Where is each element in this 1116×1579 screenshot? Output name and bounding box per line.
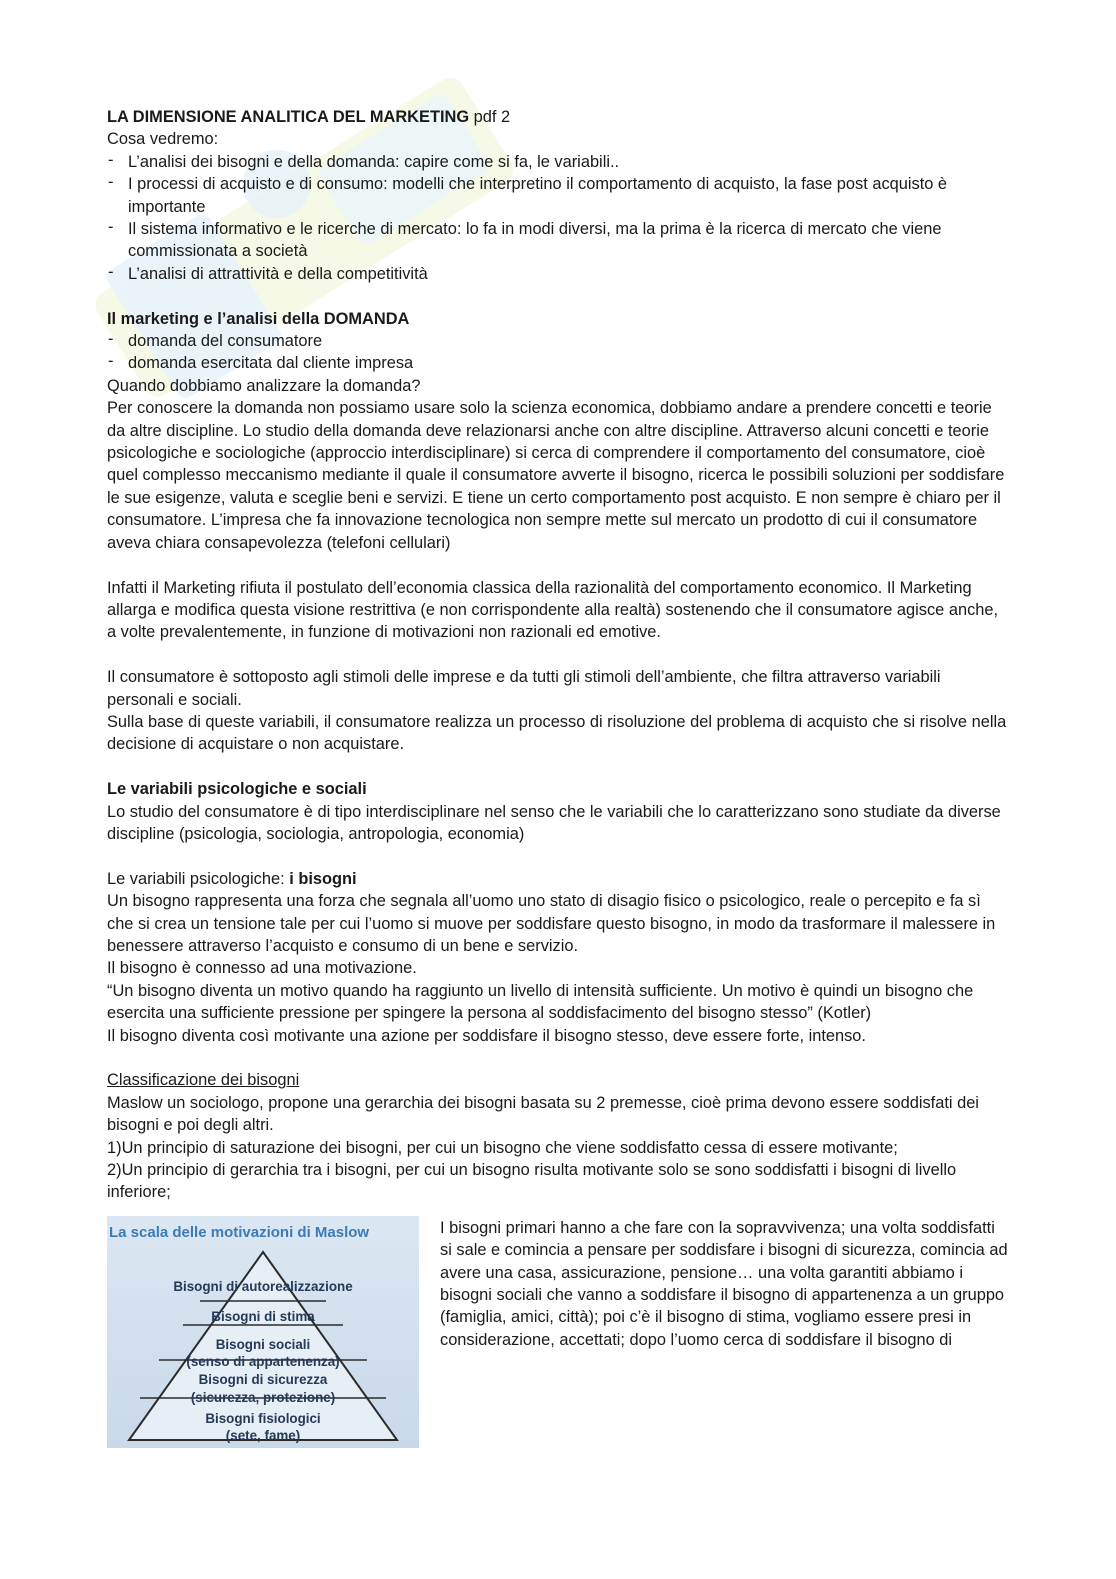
paragraph: Il bisogno è connesso ad una motivazione. xyxy=(107,959,417,978)
paragraph: Il bisogno diventa così motivante una azione per soddisfare il bisogno stesso, deve essere forte, intenso. xyxy=(107,1026,866,1045)
figure-row xyxy=(107,1216,1007,1456)
pyramid-level: (sete, fame) xyxy=(225,1427,301,1443)
section-heading-domanda: Il marketing e l’analisi della DOMANDA xyxy=(107,309,410,328)
section-heading-bisogni: Le variabili psicologiche: i bisogni xyxy=(107,869,357,888)
paragraph: 1)Un principio di saturazione dei bisogni, per cui un bisogno che viene soddisfatto cessa di essere motivante; xyxy=(107,1138,898,1157)
maslow-pyramid-image xyxy=(107,1216,419,1448)
paragraph: Lo studio del consumatore è di tipo interdisciplinare nel senso che le variabili che lo caratterizzano sono studiate da diverse discipline (psicologia, sociologia, antropologia, economia) xyxy=(107,802,1001,843)
list-item: - Il sistema informativo e le ricerche di mercato: lo fa in modi diversi, ma la prima è la ricerca di mercato che viene commissionata a società xyxy=(107,218,1007,263)
list-item: - domanda esercitata dal cliente impresa xyxy=(107,352,1007,374)
paragraph: 2)Un principio di gerarchia tra i bisogni, per cui un bisogno risulta motivante solo se sono soddisfatti i bisogni di livello inferiore; xyxy=(107,1161,957,1202)
pyramid-level: Bisogni sociali xyxy=(215,1336,311,1352)
pyramid-level: (sicurezza, protezione) xyxy=(190,1389,336,1405)
paragraph: Il consumatore è sottoposto agli stimoli delle imprese e da tutti gli stimoli dell’ambiente, che filtra attraverso variabili personali e sociali. xyxy=(107,668,941,709)
quote: “Un bisogno diventa un motivo quando ha raggiunto un livello di intensità sufficiente. Un motivo è quindi un bisogno che esercita una sufficiente pressione per spingere la persona al soddisfacimento del bisogno stesso” (Kotler) xyxy=(107,981,974,1023)
domanda-list xyxy=(107,330,1007,375)
document-page xyxy=(107,106,1007,1456)
paragraph: Maslow un sociologo, propone una gerarchia dei bisogni basata su 2 premesse, cioè prima devono essere soddisfati dei bisogni e poi degli altri. xyxy=(107,1093,979,1135)
pyramid-level: Bisogni di sicurezza xyxy=(198,1371,328,1387)
list-item: - domanda del consumatore xyxy=(107,330,1007,352)
list-item: - L’analisi di attrattività e della competitività xyxy=(107,263,1007,285)
paragraph: Sulla base di queste variabili, il consumatore realizza un processo di risoluzione del problema di acquisto che si risolve nella decisione di acquistare o non acquistare. xyxy=(107,712,1007,754)
question-line: Quando dobbiamo analizzare la domanda? xyxy=(107,376,421,395)
paragraph: Un bisogno rappresenta una forza che segnala all’uomo uno stato di disagio fisico o psicologico, reale o percepito e fa sì che si crea un tensione tale per cui l’uomo si muove per soddisfare questo bisogno, in modo da trasformare il malessere in benessere attraverso l’acquisto e consumo di un bene e servizio. xyxy=(107,892,996,955)
side-paragraph: I bisogni primari hanno a che fare con la sopravvivenza; una volta soddisfatti si sale e comincia a pensare per soddisfare i bisogni di sicurezza, comincia ad avere una casa, assicurazione, pensione… una volta garantiti abbiamo i bisogni sociali che vanno a soddisfare il bisogno di appartenenza a un gruppo (famiglia, amici, città); poi c’è il bisogno di stima, vogliamo essere presi in considerazione, accettati; dopo l’uomo cerca di soddisfare il bisogno di xyxy=(440,1218,1008,1349)
paragraph: Infatti il Marketing rifiuta il postulato dell’economia classica della razionalità del comportamento economico. Il Marketing allarga e modifica questa visione restrittiva (e non corrispondente alla realtà) sostenendo che il consumatore agisce anche, a volte prevalentemente, in funzione di motivazioni non razionali ed emotive. xyxy=(107,578,999,642)
intro-list xyxy=(107,151,1007,285)
intro-line: Cosa vedremo: xyxy=(107,130,219,149)
doc-title: LA DIMENSIONE ANALITICA DEL MARKETING pdf 2 xyxy=(107,108,511,126)
pyramid-level: Bisogni fisiologici xyxy=(205,1410,321,1426)
section-heading-variabili: Le variabili psicologiche e sociali xyxy=(107,780,367,799)
pyramid-level: Bisogni di autorealizzazione xyxy=(173,1278,353,1294)
section-heading-classificazione: Classificazione dei bisogni xyxy=(107,1071,300,1090)
list-item: - I processi di acquisto e di consumo: modelli che interpretino il comportamento di acquisto, la fase post acquisto è importante xyxy=(107,173,1007,218)
paragraph: Per conoscere la domanda non possiamo usare solo la scienza economica, dobbiamo andare a prendere concetti e teorie da altre discipline. Lo studio della domanda deve relazionarsi anche con altre discipline. Attraverso alcuni concetti e teorie psicologiche e sociologiche (approccio interdisciplinare) si cerca di comprendere il comportamento del consumatore, cioè quel complesso meccanismo mediante il quale il consumatore avverte il bisogno, ricerca le possibili soluzioni per soddisfare le sue esigenze, valuta e sceglie beni e servizi. E tiene un certo comportamento post acquisto. E non sempre è chiaro per il consumatore. L’impresa che fa innovazione tecnologica non sempre mette sul mercato un prodotto di cui il consumatore aveva chiara consapevolezza (telefoni cellulari) xyxy=(107,399,1005,552)
pyramid-level: Bisogni di stima xyxy=(211,1308,315,1324)
list-item: - L’analisi dei bisogni e della domanda: capire come si fa, le variabili.. xyxy=(107,151,1007,173)
pyramid-level: (senso di appartenenza) xyxy=(186,1353,340,1369)
pyramid-title: La scala delle motivazioni di Maslow xyxy=(109,1223,370,1241)
